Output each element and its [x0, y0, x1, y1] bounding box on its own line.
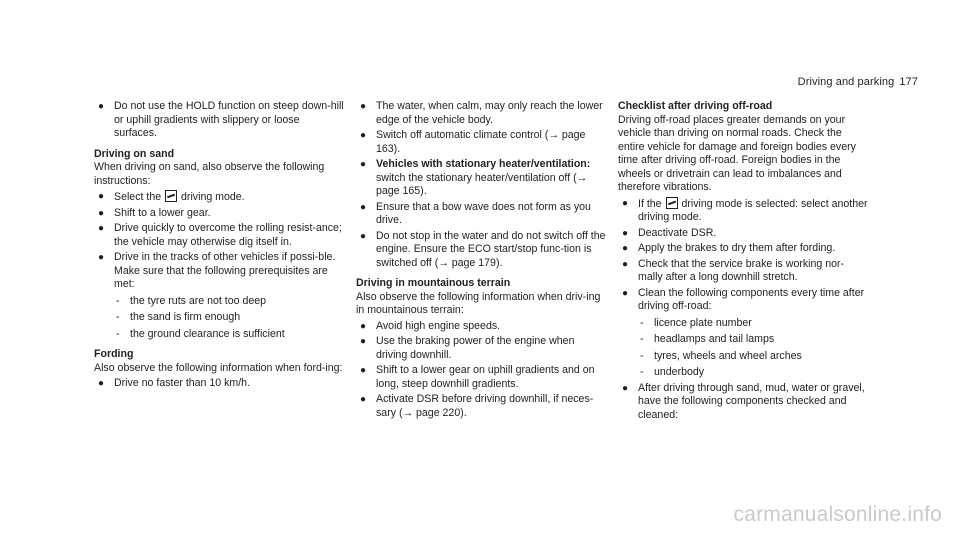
list-item: ● After driving through sand, mud, water or gravel, have the following components checked and cleaned: — [622, 381, 865, 421]
section-heading-mountain: Driving in mountainous terrain — [356, 277, 511, 289]
bullet-icon: ● — [360, 320, 367, 332]
page-number: 177 — [899, 76, 918, 88]
offroad-driving-mode-icon — [666, 197, 678, 209]
column-2 — [356, 100, 606, 420]
bullet-icon: ● — [622, 258, 629, 270]
bullet-icon: ● — [360, 394, 367, 405]
list-item: ● If the driving mode is selected: select another driving mode. — [622, 197, 868, 223]
bullet-icon: ● — [622, 243, 629, 254]
bullet-icon: ● — [98, 378, 105, 389]
column-1 — [94, 100, 344, 391]
list-item: ● Do not use the HOLD function on steep down-hill or uphill gradients with slippery or loose surfaces. — [98, 100, 344, 139]
offroad-driving-mode-icon — [165, 190, 177, 202]
list-item: ● The water, when calm, may only reach the lower edge of the vehicle body. — [360, 100, 603, 126]
section-heading-fording: Fording — [94, 348, 134, 360]
watermark: carmanualsonline.info — [733, 502, 942, 526]
bullet-icon: ● — [622, 382, 629, 394]
inline-heading: Vehicles with stationary heater/ventilation: — [376, 158, 591, 170]
bullet-icon: ● — [360, 336, 367, 347]
bullet-icon: ● — [98, 101, 105, 112]
list-item: ● Clean the following components every time after driving off-road: — [622, 286, 865, 312]
sub-list-item: - the sand is firm enough — [116, 311, 241, 323]
list-item: ● Check that the service brake is working nor-mally after a long downhill stretch. — [622, 257, 845, 283]
bullet-icon: ● — [360, 201, 367, 213]
list-item: ● Drive in the tracks of other vehicles if possi-ble. Make sure that the following prerequisites are met: — [98, 251, 336, 290]
sub-list-item: - the tyre ruts are not too deep — [116, 294, 267, 307]
dash-icon: - — [640, 349, 644, 362]
bullet-icon: ● — [360, 130, 367, 141]
dash-icon: - — [116, 294, 120, 307]
bullet-icon: ● — [98, 252, 105, 263]
bullet-icon: ● — [98, 207, 105, 219]
list-item: ● Shift to a lower gear on uphill gradients and on long, steep downhill gradients. — [360, 364, 595, 390]
dash-icon: - — [640, 366, 644, 378]
list-item: ● Activate DSR before driving downhill, if neces-sary (→ page 220). — [360, 393, 594, 419]
dash-icon: - — [116, 327, 120, 340]
section-heading-sand: Driving on sand — [94, 147, 175, 160]
sub-list-item: - licence plate number — [640, 316, 752, 329]
section-heading-checklist: Checklist after driving off-road — [618, 100, 773, 112]
list-item: ● Apply the brakes to dry them after fording. — [622, 242, 836, 254]
bullet-icon: ● — [360, 230, 367, 242]
dash-icon: - — [640, 333, 644, 345]
list-item: ● Drive quickly to overcome the rolling resist-ance; the vehicle may otherwise dig itself in. — [98, 222, 342, 248]
bullet-icon: ● — [360, 159, 367, 170]
paragraph: When driving on sand, also observe the following instructions: — [94, 161, 325, 187]
list-item: ● Vehicles with stationary heater/ventilation: switch the stationary heater/ventilation off (→ page 165). — [360, 158, 591, 197]
list-item: ● Deactivate DSR. — [622, 226, 717, 239]
list-item: ● Use the braking power of the engine when driving downhill. — [360, 335, 575, 361]
paragraph: Also observe the following information when ford-ing: — [94, 361, 343, 374]
bullet-icon: ● — [98, 191, 105, 202]
bullet-icon: ● — [622, 197, 629, 209]
list-item: ● Do not stop in the water and do not switch off the engine. Ensure the ECO start/stop func-tion is switched off (→ page 179). — [360, 229, 606, 269]
paragraph: Also observe the following information when driv-ing in mountainous terrain: — [356, 290, 601, 316]
sub-list-item: - underbody — [640, 366, 705, 378]
dash-icon: - — [116, 311, 120, 323]
sub-list-item: - tyres, wheels and wheel arches — [640, 349, 802, 362]
list-item: ● Switch off automatic climate control (→ page 163). — [360, 129, 586, 155]
list-item: ● Shift to a lower gear. — [98, 206, 211, 219]
bullet-icon: ● — [98, 223, 105, 234]
dash-icon: - — [640, 316, 644, 329]
bullet-icon: ● — [622, 287, 629, 299]
bullet-icon: ● — [360, 101, 367, 112]
list-item: ● Select the driving mode. — [98, 191, 245, 203]
bullet-icon: ● — [360, 365, 367, 376]
column-3 — [618, 100, 868, 422]
page-header — [798, 76, 918, 90]
sub-list-item: - headlamps and tail lamps — [640, 333, 775, 345]
bullet-icon: ● — [622, 227, 629, 239]
list-item: ● Avoid high engine speeds. — [360, 319, 501, 332]
list-item: ● Drive no faster than 10 km/h. — [98, 377, 251, 389]
paragraph: Driving off-road places greater demands on your vehicle than driving on normal roads. Check the entire vehicle for damage and foreign bodies every time after driving off-road. Foreign bodies in the wheels or drivetrain can lead to imbalances and therefore vibrations. — [618, 113, 856, 193]
sub-list-item: - the ground clearance is sufficient — [116, 327, 285, 340]
header-title: Driving and parking — [797, 76, 895, 88]
list-item: ● Ensure that a bow wave does not form as you drive. — [360, 200, 591, 226]
